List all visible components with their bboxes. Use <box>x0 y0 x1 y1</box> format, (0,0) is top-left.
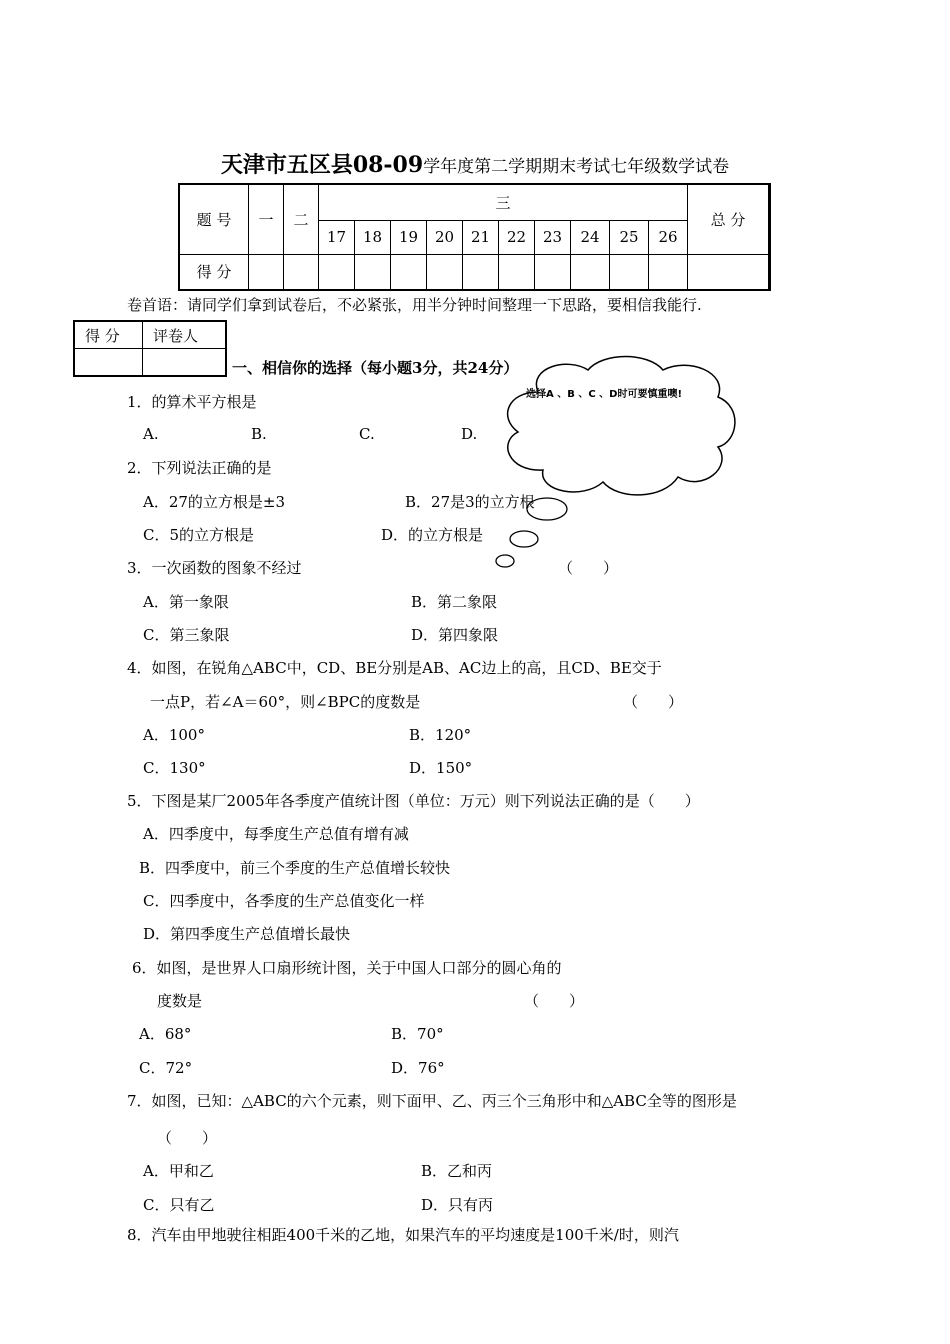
score-cell[interactable] <box>499 254 535 290</box>
q3-option-d: D．第四象限 <box>411 626 499 644</box>
score-sub-col: 26 <box>649 220 688 254</box>
cloud-text: 选择A 、B 、C 、D时可要慎重噢! <box>526 389 683 400</box>
score-cell[interactable] <box>427 254 463 290</box>
page-title <box>0 148 950 179</box>
q2-option-b: B．27是3的立方根 <box>405 493 535 511</box>
q4-stem-line1: 4．如图，在锐角△ABC中，CD、BE分别是AB、AC边上的高，且CD、BE交于 <box>127 659 662 677</box>
score-cell[interactable] <box>284 254 319 290</box>
q6-stem-line2: 度数是 <box>157 992 203 1010</box>
grader-score-label: 得 分 <box>74 321 143 349</box>
q6-stem-line1: 6．如图，是世界人口扇形统计图，关于中国人口部分的圆心角的 <box>132 959 562 977</box>
score-cell[interactable] <box>463 254 499 290</box>
score-col-one: 一 <box>249 184 284 254</box>
q6-option-c: C．72° <box>139 1059 193 1077</box>
score-cell[interactable] <box>355 254 391 290</box>
q4-option-c: C．130° <box>143 759 206 777</box>
q4-answer-paren: （ ） <box>623 693 684 711</box>
q2-option-d: D．的立方根是 <box>381 526 484 544</box>
q6-answer-paren: （ ） <box>524 992 585 1010</box>
q7-option-b: B．乙和丙 <box>421 1162 493 1180</box>
q4-option-d: D．150° <box>409 759 473 777</box>
q1-option-b: B. <box>251 425 267 443</box>
q3-stem: 3．一次函数的图象不经过 <box>127 559 302 577</box>
score-cell[interactable] <box>649 254 688 290</box>
score-col-total: 总 分 <box>688 184 769 254</box>
q3-option-b: B．第二象限 <box>411 593 498 611</box>
q4-option-a: A．100° <box>143 726 205 744</box>
q5-option-b: B．四季度中，前三个季度的生产总值增长较快 <box>139 859 451 877</box>
score-sub-col: 20 <box>427 220 463 254</box>
q2-stem: 2．下列说法正确的是 <box>127 459 272 477</box>
q1-option-a: A. <box>143 425 159 443</box>
score-cell[interactable] <box>571 254 610 290</box>
q7-option-a: A．甲和乙 <box>143 1162 214 1180</box>
q2-option-c: C．5的立方根是 <box>143 526 255 544</box>
score-sub-col: 24 <box>571 220 610 254</box>
q3-answer-paren: （ ） <box>558 559 619 577</box>
score-cell[interactable] <box>535 254 571 290</box>
score-sub-col: 21 <box>463 220 499 254</box>
score-sub-col: 18 <box>355 220 391 254</box>
q5-option-a: A．四季度中，每季度生产总值有增有减 <box>143 825 409 843</box>
score-cell-total[interactable] <box>769 254 771 290</box>
preface: 卷首语：请同学们拿到试卷后，不必紧张，用半分钟时间整理一下思路，要相信我能行. <box>127 296 702 314</box>
q4-stem-line2: 一点P，若∠A＝60°，则∠BPC的度数是 <box>150 693 421 711</box>
q8-stem: 8．汽车由甲地驶往相距400千米的乙地，如果汽车的平均速度是100千米/时，则汽 <box>127 1226 679 1244</box>
grader-name-cell[interactable] <box>143 349 227 377</box>
section1-heading: 一、相信你的选择（每小题3分，共24分） <box>232 359 519 377</box>
grader-score-cell[interactable] <box>74 349 143 377</box>
score-sub-col: 17 <box>319 220 355 254</box>
q6-option-b: B．70° <box>391 1025 444 1043</box>
thought-bubble-medium-icon <box>508 528 540 550</box>
q3-option-a: A．第一象限 <box>143 593 229 611</box>
q7-answer-paren: （ ） <box>157 1129 218 1147</box>
thought-bubble-small-icon <box>494 553 516 569</box>
q6-option-a: A．68° <box>139 1025 192 1043</box>
grader-name-label: 评卷人 <box>143 321 227 349</box>
score-sub-col: 22 <box>499 220 535 254</box>
q4-option-b: B．120° <box>409 726 472 744</box>
thought-cloud-icon <box>498 352 738 502</box>
q7-stem: 7．如图，已知：△ABC的六个元素，则下面甲、乙、丙三个三角形中和△ABC全等的图形是 <box>127 1092 737 1110</box>
q1-option-d: D. <box>461 425 478 443</box>
q5-option-d: D．第四季度生产总值增长最快 <box>143 925 351 943</box>
q2-option-a: A．27的立方根是±3 <box>143 493 286 511</box>
score-cell[interactable] <box>391 254 427 290</box>
q5-option-c: C．四季度中，各季度的生产总值变化一样 <box>143 892 425 910</box>
q6-option-d: D．76° <box>391 1059 445 1077</box>
score-col-two: 二 <box>284 184 319 254</box>
score-sub-col: 19 <box>391 220 427 254</box>
score-sub-col: 23 <box>535 220 571 254</box>
title-part1: 天津市五区县08-09 <box>220 152 424 178</box>
title-part2: 学年度第二学期期末考试七年级数学试卷 <box>423 157 730 177</box>
score-row-label: 得 分 <box>179 254 249 290</box>
q5-stem: 5．下图是某厂2005年各季度产值统计图（单位：万元）则下列说法正确的是（ ） <box>127 792 700 810</box>
q1-option-c: C. <box>359 425 375 443</box>
score-table <box>178 183 771 291</box>
grader-table <box>73 320 227 377</box>
q7-option-d: D．只有丙 <box>421 1196 494 1214</box>
score-cell[interactable] <box>319 254 355 290</box>
score-cell[interactable] <box>688 254 769 290</box>
q7-option-c: C．只有乙 <box>143 1196 215 1214</box>
score-table-label: 题 号 <box>179 184 249 254</box>
q1-stem: 1．的算术平方根是 <box>127 393 257 411</box>
score-cell[interactable] <box>249 254 284 290</box>
score-cell[interactable] <box>610 254 649 290</box>
score-sub-col: 25 <box>610 220 649 254</box>
score-col-three: 三 <box>319 184 688 220</box>
q3-option-c: C．第三象限 <box>143 626 230 644</box>
